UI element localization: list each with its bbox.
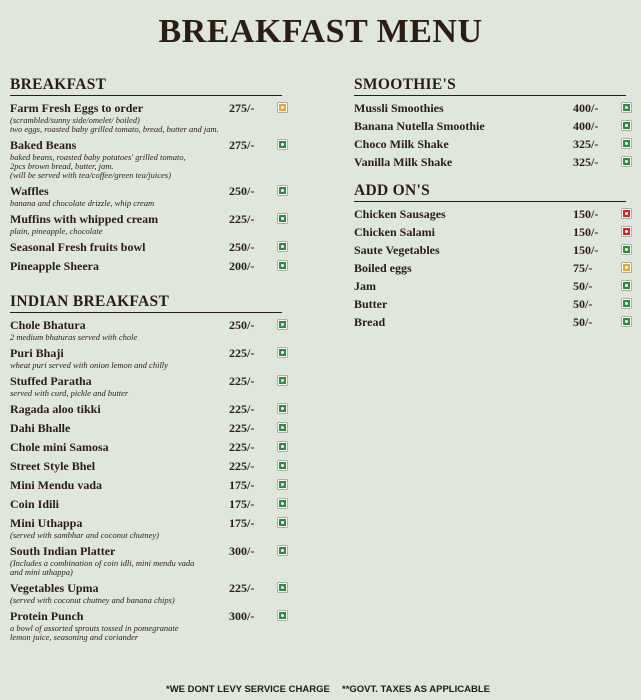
- item-price: 150/-: [573, 225, 599, 239]
- veg-icon: [622, 317, 631, 326]
- item-name: Protein Punch: [10, 609, 84, 623]
- item-description: (served with sambhar and coconut chutney): [10, 530, 159, 540]
- item-price: 225/-: [229, 212, 255, 226]
- item-name: Muffins with whipped cream: [10, 212, 159, 226]
- veg-icon: [622, 103, 631, 112]
- menu-item: [354, 137, 634, 152]
- item-name: Banana Nutella Smoothie: [354, 119, 485, 133]
- right-column: [354, 76, 634, 333]
- veg-icon: [278, 261, 287, 270]
- item-name: Stuffed Paratha: [10, 374, 92, 388]
- veg-icon: [278, 499, 287, 508]
- menu-item: [354, 119, 634, 134]
- item-price: 400/-: [573, 101, 599, 115]
- veg-icon: [278, 376, 287, 385]
- item-price: 50/-: [573, 279, 593, 293]
- item-name: Mussli Smoothies: [354, 101, 444, 115]
- menu-item: [10, 259, 290, 274]
- veg-icon: [622, 299, 631, 308]
- item-name: Chole mini Samosa: [10, 440, 109, 454]
- item-name: Saute Vegetables: [354, 243, 440, 257]
- veg-icon: [622, 139, 631, 148]
- egg-icon: [622, 263, 631, 272]
- menu-item: [354, 297, 634, 312]
- item-price: 175/-: [229, 478, 255, 492]
- item-price: 75/-: [573, 261, 593, 275]
- item-description: banana and chocolate drizzle, whip cream: [10, 198, 155, 208]
- item-description: plain, pineapple, chocolate: [10, 226, 103, 236]
- section-title-addons: ADD ON'S: [354, 182, 626, 202]
- item-description: 2 medium bhaturas served with chole: [10, 332, 138, 342]
- item-price: 50/-: [573, 315, 593, 329]
- item-name: Ragada aloo tikki: [10, 402, 101, 416]
- item-name: Butter: [354, 297, 388, 311]
- item-description: (Includes a combination of coin idli, mini mendu vada: [10, 558, 195, 568]
- smoothies-section: [354, 76, 634, 170]
- menu-item: [10, 421, 290, 436]
- smoothies-item-list: [354, 101, 634, 170]
- section-title-smoothies: SMOOTHIE'S: [354, 76, 626, 96]
- item-price: 275/-: [229, 138, 255, 152]
- veg-icon: [278, 423, 287, 432]
- item-price: 225/-: [229, 421, 255, 435]
- veg-icon: [622, 245, 631, 254]
- veg-icon: [622, 157, 631, 166]
- veg-icon: [278, 348, 287, 357]
- addons-item-list: [354, 207, 634, 330]
- item-price: 325/-: [573, 137, 599, 151]
- veg-icon: [278, 186, 287, 195]
- menu-item: [10, 544, 290, 577]
- veg-icon: [278, 461, 287, 470]
- item-name: Street Style Bhel: [10, 459, 96, 473]
- item-price: 250/-: [229, 184, 255, 198]
- service-charge-note: *WE DONT LEVY SERVICE CHARGE: [166, 684, 330, 695]
- menu-item: [10, 497, 290, 512]
- menu-item: [354, 279, 634, 294]
- menu-item: [10, 101, 290, 134]
- menu-item: [354, 315, 634, 330]
- left-column: [10, 76, 290, 646]
- veg-icon: [278, 214, 287, 223]
- item-price: 400/-: [573, 119, 599, 133]
- menu-item: [354, 225, 634, 240]
- item-name: South Indian Platter: [10, 544, 116, 558]
- item-description: served with curd, pickle and butter: [10, 388, 129, 398]
- item-price: 225/-: [229, 440, 255, 454]
- item-price: 200/-: [229, 259, 255, 273]
- item-price: 225/-: [229, 581, 255, 595]
- item-description: lemon juice, seasoning and coriander: [10, 632, 139, 642]
- menu-item: [10, 240, 290, 255]
- item-description: (will be served with tea/coffee/green tea/juices): [10, 170, 171, 180]
- item-name: Coin Idili: [10, 497, 60, 511]
- menu-item: [354, 155, 634, 170]
- menu-item: [10, 374, 290, 398]
- item-price: 325/-: [573, 155, 599, 169]
- page-title: BREAKFAST MENU: [158, 13, 483, 50]
- menu-item: [10, 346, 290, 370]
- non-veg-icon: [622, 209, 631, 218]
- item-name: Waffles: [10, 184, 49, 198]
- veg-icon: [278, 320, 287, 329]
- menu-item: [10, 402, 290, 417]
- item-name: Baked Beans: [10, 138, 77, 152]
- indian-breakfast-section: [10, 293, 290, 642]
- item-price: 225/-: [229, 374, 255, 388]
- menu-item: [10, 478, 290, 493]
- item-price: 250/-: [229, 318, 255, 332]
- item-price: 225/-: [229, 459, 255, 473]
- menu-item: [10, 581, 290, 605]
- item-description: (served with coconut chutney and banana chips): [10, 595, 175, 605]
- veg-icon: [278, 583, 287, 592]
- section-title-indian-breakfast: INDIAN BREAKFAST: [10, 293, 282, 313]
- addons-section: [354, 182, 634, 330]
- breakfast-section: [10, 76, 290, 274]
- item-name: Vegetables Upma: [10, 581, 99, 595]
- item-description: 2pcs brown bread, butter, jam.: [10, 161, 114, 171]
- menu-item: [10, 440, 290, 455]
- menu-item: [10, 516, 290, 540]
- menu-item: [354, 243, 634, 258]
- item-name: Seasonal Fresh fruits bowl: [10, 240, 146, 254]
- egg-icon: [278, 103, 287, 112]
- item-price: 50/-: [573, 297, 593, 311]
- non-veg-icon: [622, 227, 631, 236]
- veg-icon: [278, 242, 287, 251]
- taxes-note: **GOVT. TAXES AS APPLICABLE: [342, 684, 490, 695]
- item-price: 300/-: [229, 544, 255, 558]
- item-description: two eggs, roasted baby grilled tomato, bread, butter and jam.: [10, 124, 219, 134]
- item-name: Pineapple Sheera: [10, 259, 99, 273]
- item-price: 225/-: [229, 346, 255, 360]
- item-name: Vanilla Milk Shake: [354, 155, 453, 169]
- menu-item: [10, 212, 290, 236]
- section-title-breakfast: BREAKFAST: [10, 76, 282, 96]
- item-name: Chole Bhatura: [10, 318, 86, 332]
- item-name: Mini Uthappa: [10, 516, 83, 530]
- item-name: Bread: [354, 315, 386, 329]
- menu-item: [354, 261, 634, 276]
- item-description: wheat puri served with onion lemon and chilly: [10, 360, 168, 370]
- item-price: 275/-: [229, 101, 255, 115]
- item-name: Chicken Sausages: [354, 207, 446, 221]
- indian-breakfast-item-list: [10, 318, 290, 642]
- veg-icon: [622, 121, 631, 130]
- item-name: Chicken Salami: [354, 225, 436, 239]
- item-description: and mini uthappa): [10, 567, 73, 577]
- menu-item: [10, 459, 290, 474]
- menu-item: [354, 101, 634, 116]
- item-name: Puri Bhaji: [10, 346, 64, 360]
- item-name: Dahi Bhalle: [10, 421, 71, 435]
- item-price: 150/-: [573, 207, 599, 221]
- item-description: baked beans, roasted baby potatoes' grilled tomato,: [10, 152, 186, 162]
- breakfast-item-list: [10, 101, 290, 274]
- veg-icon: [278, 442, 287, 451]
- item-price: 150/-: [573, 243, 599, 257]
- veg-icon: [622, 281, 631, 290]
- menu-item: [10, 138, 290, 180]
- veg-icon: [278, 404, 287, 413]
- item-price: 225/-: [229, 402, 255, 416]
- menu-item: [354, 207, 634, 222]
- veg-icon: [278, 480, 287, 489]
- item-description: (scrambled/sunny side/omelet/ boiled): [10, 115, 140, 125]
- item-name: Jam: [354, 279, 376, 293]
- item-name: Boiled eggs: [354, 261, 412, 275]
- menu-item: [10, 609, 290, 642]
- item-price: 250/-: [229, 240, 255, 254]
- veg-icon: [278, 140, 287, 149]
- veg-icon: [278, 518, 287, 527]
- item-price: 175/-: [229, 497, 255, 511]
- veg-icon: [278, 546, 287, 555]
- item-description: a bowl of assorted sprouts tossed in pomegranate: [10, 623, 179, 633]
- item-name: Choco Milk Shake: [354, 137, 449, 151]
- veg-icon: [278, 611, 287, 620]
- menu-item: [10, 184, 290, 208]
- item-price: 175/-: [229, 516, 255, 530]
- item-name: Farm Fresh Eggs to order: [10, 101, 144, 115]
- item-name: Mini Mendu vada: [10, 478, 103, 492]
- item-price: 300/-: [229, 609, 255, 623]
- menu-item: [10, 318, 290, 342]
